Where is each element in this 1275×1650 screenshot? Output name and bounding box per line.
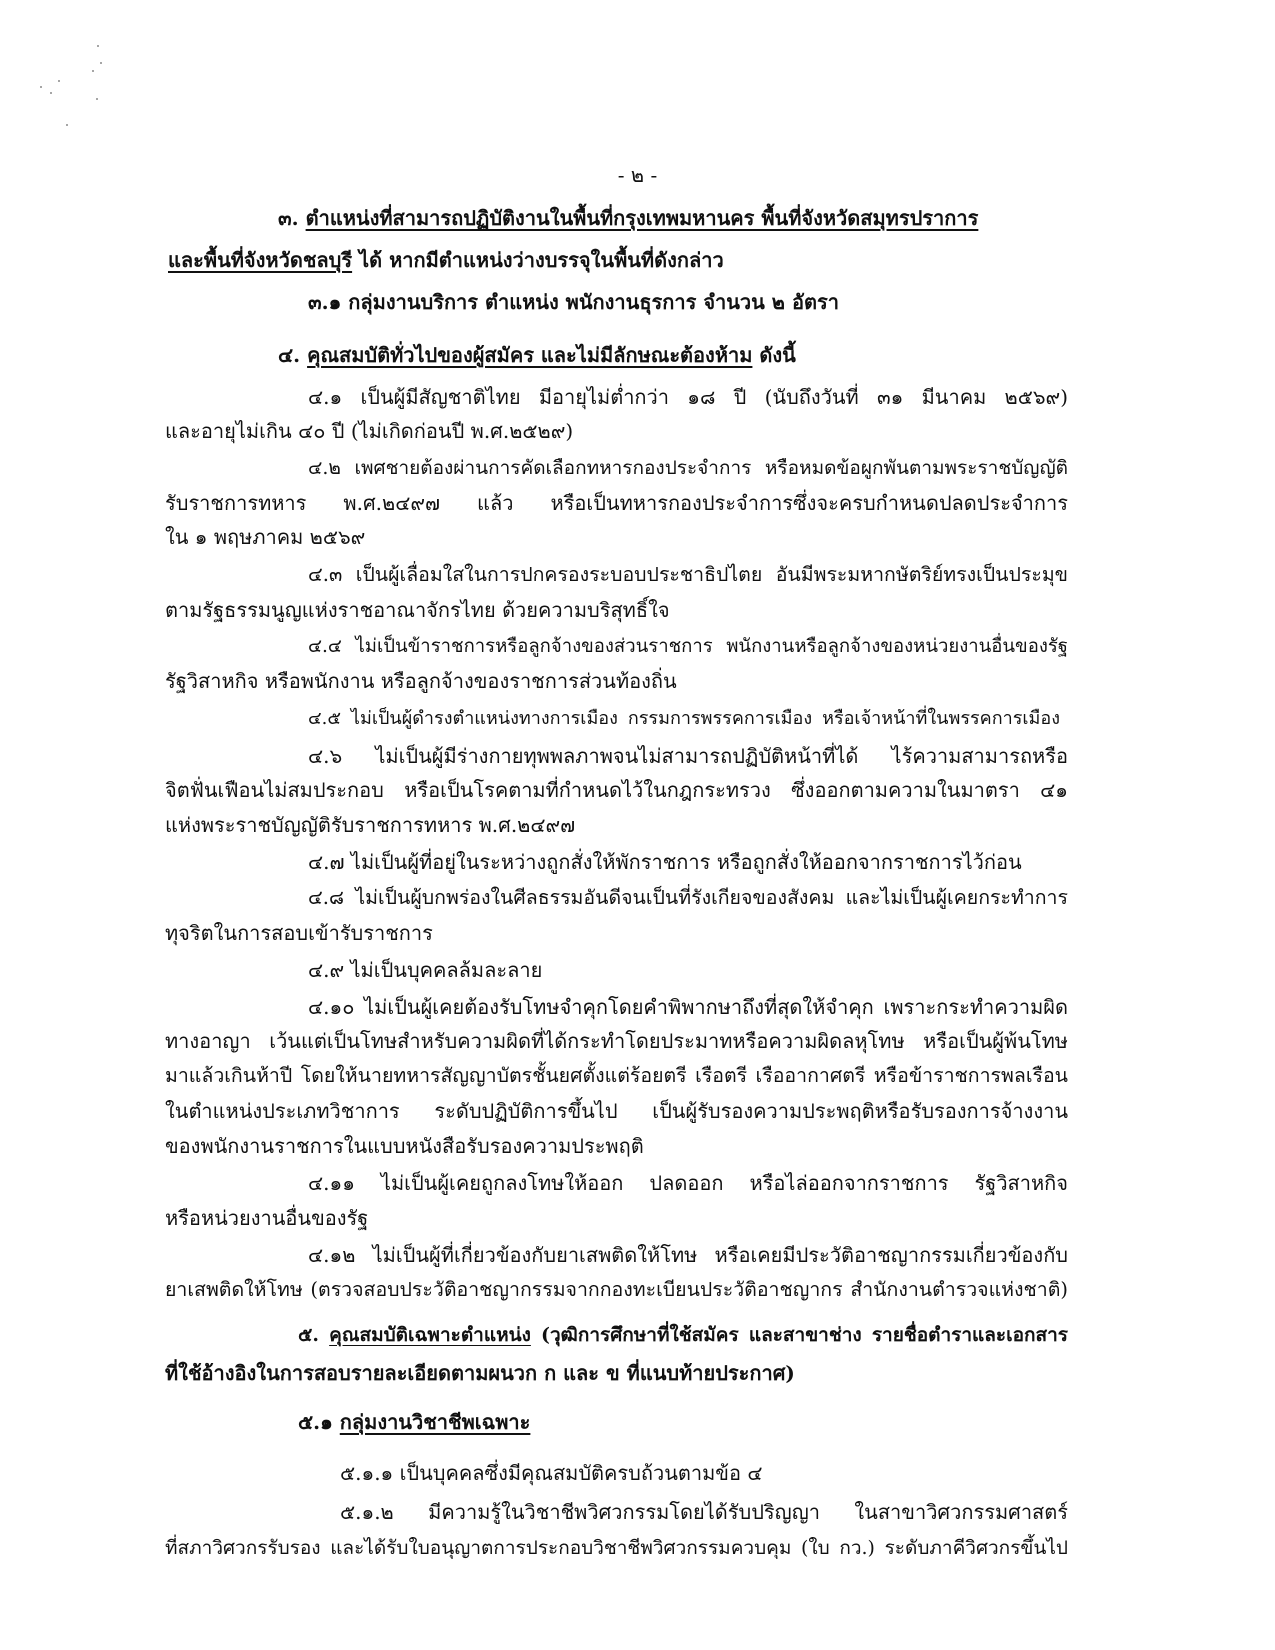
subsection-5-1-number: ๕.๑ — [298, 1410, 333, 1434]
item-4-11-line2: หรือหน่วยงานอื่นของรัฐ — [165, 1206, 369, 1230]
item-4-6-line1: ๔.๖ ไม่เป็นผู้มีร่างกายทุพพลภาพจนไม่สามารถปฏิบัติหน้าที่ได้ ไร้ความสามารถหรือ — [308, 744, 1068, 768]
item-4-10-line1: ๔.๑๐ ไม่เป็นผู้เคยต้องรับโทษจำคุกโดยคำพิพากษาถึงที่สุดให้จำคุก เพราะกระทำความผิด — [308, 995, 1068, 1019]
item-4-12-line2: ยาเสพติดให้โทษ (ตรวจสอบประวัติอาชญากรรมจากกองทะเบียนประวัติอาชญากร สำนักงานตำรวจแห่งชาติ) — [165, 1278, 1068, 1301]
item-5-1-2-line2: ที่สภาวิศวกรรับรอง และได้รับใบอนุญาตการประกอบวิชาชีพวิศวกรรมควบคุม (ใบ กว.) ระดับภาคีวิศวกรขึ้นไป — [165, 1537, 1068, 1559]
item-4-2-line2: รับราชการทหาร พ.ศ.๒๔๙๗ แล้ว หรือเป็นทหารกองประจำการซึ่งจะครบกำหนดปลดประจำการ — [165, 491, 1068, 515]
section-5-title-rest: (วุฒิการศึกษาที่ใช้สมัคร และสาขาช่าง รายชื่อตำราและเอกสาร — [530, 1324, 1068, 1346]
item-4-9: ๔.๙ ไม่เป็นบุคคลล้มละลาย — [308, 958, 543, 982]
section-4-title-rest: ดังนี้ — [752, 343, 796, 367]
section-4-title-underlined: คุณสมบัติทั่วไปของผู้สมัคร และไม่มีลักษณะต้องห้าม — [307, 343, 753, 367]
item-4-7: ๔.๗ ไม่เป็นผู้ที่อยู่ในระหว่างถูกสั่งให้พักราชการ หรือถูกสั่งให้ออกจากราชการไว้ก่อน — [308, 850, 1022, 874]
item-4-10-line4: ในตำแหน่งประเภทวิชาการ ระดับปฏิบัติการขึ้นไป เป็นผู้รับรองความประพฤติหรือรับรองการจ้างงาน — [165, 1099, 1068, 1123]
item-4-1-line1: ๔.๑ เป็นผู้มีสัญชาติไทย มีอายุไม่ต่ำกว่า ๑๘ ปี (นับถึงวันที่ ๓๑ มีนาคม ๒๕๖๙) — [308, 385, 1068, 409]
item-4-3-line2: ตามรัฐธรรมนูญแห่งราชอาณาจักรไทย ด้วยความบริสุทธิ์ใจ — [165, 598, 670, 622]
section-3-title-line1: ตำแหน่งที่สามารถปฏิบัติงานในพื้นที่กรุงเทพมหานคร พื้นที่จังหวัดสมุทรปราการ — [305, 206, 979, 230]
item-4-10-line3: มาแล้วเกินห้าปี โดยให้นายทหารสัญญาบัตรชั้นยศตั้งแต่ร้อยตรี เรือตรี เรืออากาศตรี หรือข้าราชการพลเรือน — [165, 1064, 1068, 1087]
section-4-number: ๔. — [278, 343, 301, 367]
item-4-6-line2: จิตฟั่นเฟือนไม่สมประกอบ หรือเป็นโรคตามที่กำหนดไว้ในกฎกระทรวง ซึ่งออกตามความในมาตรา ๔๑ — [165, 778, 1068, 802]
item-3-1: ๓.๑ กลุ่มงานบริการ ตำแหน่ง พนักงานธุรการ จำนวน ๒ อัตรา — [308, 290, 839, 314]
item-4-2-line1: ๔.๒ เพศชายต้องผ่านการคัดเลือกทหารกองประจำการ หรือหมดข้อผูกพันตามพระราชบัญญัติ — [308, 457, 1068, 479]
item-4-12-line1: ๔.๑๒ ไม่เป็นผู้ที่เกี่ยวข้องกับยาเสพติดให้โทษ หรือเคยมีประวัติอาชญากรรมเกี่ยวข้องกับ — [308, 1243, 1068, 1267]
item-4-2-line3: ใน ๑ พฤษภาคม ๒๕๖๙ — [165, 525, 366, 549]
section-5-title-line2: ที่ใช้อ้างอิงในการสอบรายละเอียดตามผนวก ก และ ข ที่แนบท้ายประกาศ) — [165, 1361, 795, 1385]
section-5-number: ๕. — [298, 1324, 319, 1346]
section-5-title — [298, 1320, 1068, 1350]
item-4-8-line1: ๔.๘ ไม่เป็นผู้บกพร่องในศีลธรรมอันดีจนเป็นที่รังเกียจของสังคม และไม่เป็นผู้เคยกระทำการ — [308, 886, 1068, 909]
item-4-1-line2: และอายุไม่เกิน ๔๐ ปี (ไม่เกิดก่อนปี พ.ศ.๒๕๒๙) — [165, 419, 574, 443]
item-4-5: ๔.๕ ไม่เป็นผู้ดำรงตำแหน่งทางการเมือง กรรมการพรรคการเมือง หรือเจ้าหน้าที่ในพรรคการเมือง — [308, 708, 1060, 729]
subsection-5-1-underlined: กลุ่มงานวิชาชีพเฉพาะ — [339, 1410, 531, 1434]
section-3-title-line2-rest: ได้ หากมีตำแหน่งว่างบรรจุในพื้นที่ดังกล่าว — [352, 248, 724, 272]
page-number: - ๒ - — [617, 163, 658, 187]
subsection-5-1-title — [298, 1407, 530, 1437]
section-4-title — [278, 340, 796, 370]
item-4-4-line1: ๔.๔ ไม่เป็นข้าราชการหรือลูกจ้างของส่วนราชการ พนักงานหรือลูกจ้างของหน่วยงานอื่นของรัฐ — [308, 636, 1068, 657]
section-3-title-line2 — [168, 245, 724, 275]
item-4-10-line2: ทางอาญา เว้นแต่เป็นโทษสำหรับความผิดที่ได้กระทำโดยประมาทหรือความผิดลหุโทษ หรือเป็นผู้พ้นโทษ — [165, 1029, 1068, 1053]
section-5-title-underlined: คุณสมบัติเฉพาะตำแหน่ง — [329, 1324, 531, 1346]
item-4-8-line2: ทุจริตในการสอบเข้ารับราชการ — [165, 921, 433, 945]
item-4-11-line1: ๔.๑๑ ไม่เป็นผู้เคยถูกลงโทษให้ออก ปลดออก หรือไล่ออกจากราชการ รัฐวิสาหกิจ — [308, 1171, 1068, 1195]
item-4-6-line3: แห่งพระราชบัญญัติรับราชการทหาร พ.ศ.๒๔๙๗ — [165, 813, 576, 837]
item-4-3-line1: ๔.๓ เป็นผู้เลื่อมใสในการปกครองระบอบประชาธิปไตย อันมีพระมหากษัตริย์ทรงเป็นประมุข — [308, 563, 1068, 586]
section-3-title-line2-underlined: และพื้นที่จังหวัดชลบุรี — [168, 248, 353, 272]
item-4-10-line5: ของพนักงานราชการในแบบหนังสือรับรองความประพฤติ — [165, 1134, 644, 1158]
section-3-number: ๓. — [278, 206, 299, 230]
section-3-title — [278, 203, 1068, 233]
item-4-4-line2: รัฐวิสาหกิจ หรือพนักงาน หรือลูกจ้างของราชการส่วนท้องถิ่น — [165, 669, 677, 693]
item-5-1-2-line1: ๕.๑.๒ มีความรู้ในวิชาชีพวิศวกรรมโดยได้รับปริญญา ในสาขาวิศวกรรมศาสตร์ — [340, 1500, 1068, 1524]
item-5-1-1: ๕.๑.๑ เป็นบุคคลซึ่งมีคุณสมบัติครบถ้วนตามข้อ ๔ — [340, 1461, 763, 1485]
